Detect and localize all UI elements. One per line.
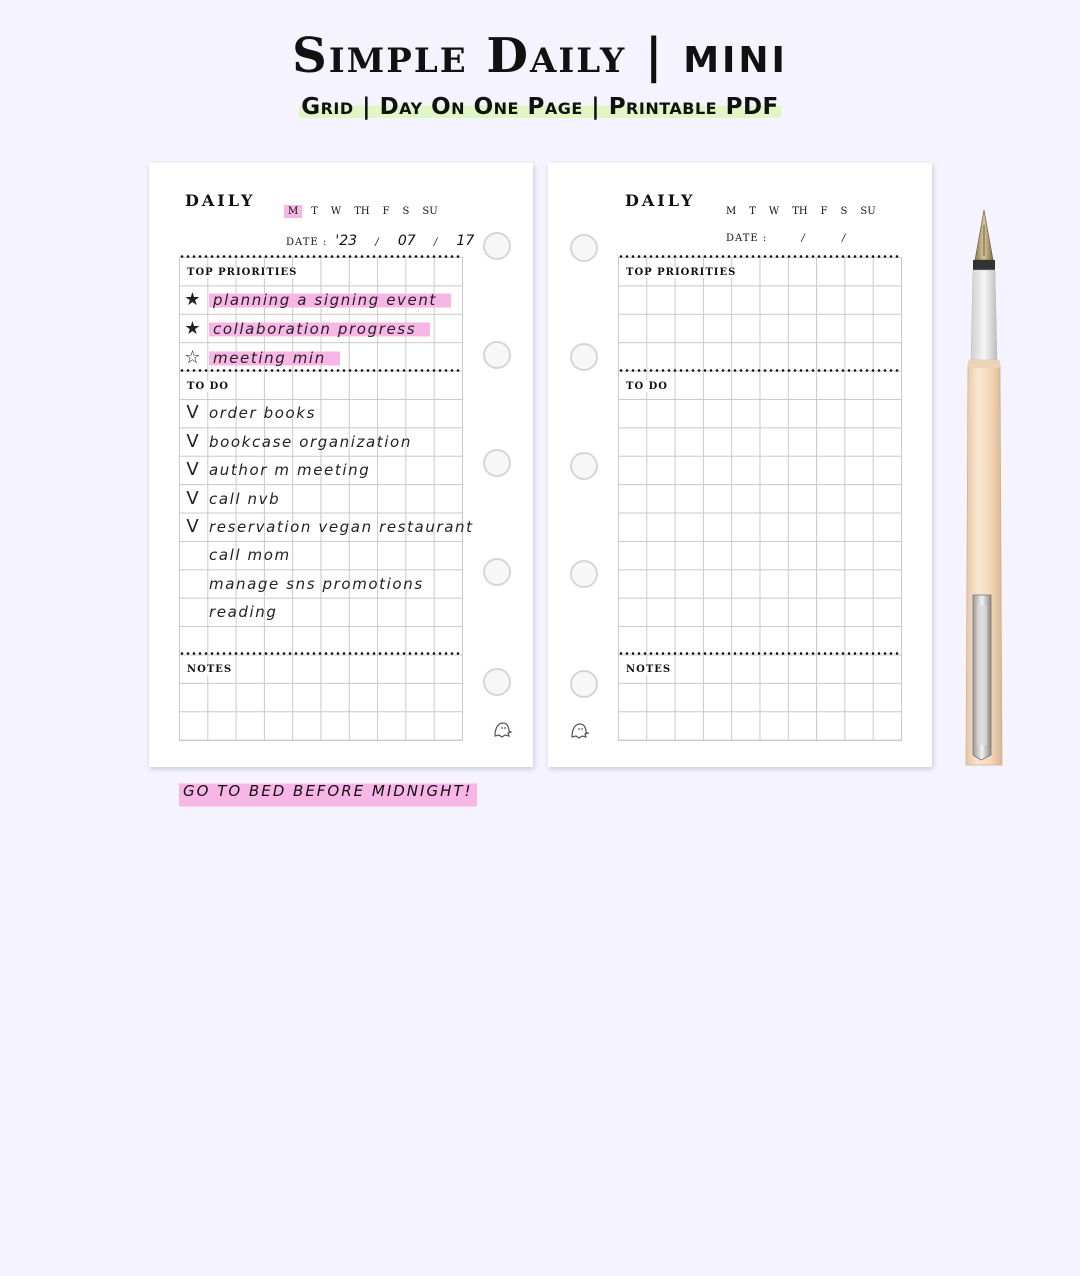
star-filled-icon: ★	[184, 318, 202, 339]
todo-row	[179, 598, 462, 626]
binder-hole	[570, 670, 598, 698]
title-suffix: MINI	[683, 40, 788, 81]
divider-dotted	[618, 369, 901, 372]
ghost-icon	[568, 719, 590, 741]
priority-text: meeting min	[209, 349, 340, 367]
todo-row	[179, 485, 462, 513]
weekday-row	[722, 205, 885, 218]
weekday-su: SU	[422, 206, 438, 217]
weekday-row	[284, 205, 447, 218]
date-day: 17	[456, 233, 475, 249]
subtitle-part-grid: Grid	[301, 94, 354, 120]
todo-label: TO DO	[187, 381, 230, 392]
subtitle-bar	[299, 94, 781, 120]
binder-hole	[570, 343, 598, 371]
weekday-f: F	[382, 206, 390, 217]
todo-row	[179, 570, 462, 598]
check-mark: V	[186, 516, 200, 537]
binder-hole	[483, 558, 511, 586]
title-main: Simple Daily	[292, 28, 627, 84]
priority-text: collaboration progress	[209, 320, 430, 338]
priority-row	[179, 286, 462, 314]
priority-row	[179, 315, 462, 343]
notes-label: NOTES	[187, 664, 233, 675]
weekday-th: TH	[792, 206, 808, 217]
todo-row	[179, 428, 462, 456]
priority-text: planning a signing event	[209, 291, 451, 309]
title-divider: |	[645, 28, 665, 84]
subtitle	[0, 94, 1080, 120]
todo-text: reservation vegan restaurant	[209, 518, 474, 536]
binder-hole	[483, 668, 511, 696]
date-sep: /	[375, 237, 380, 248]
date-month: 07	[397, 233, 416, 249]
weekday-s: S	[840, 206, 848, 217]
date-line	[286, 233, 478, 249]
todo-text: bookcase organization	[209, 433, 412, 451]
todo-text: call nvb	[209, 490, 281, 508]
star-outline-icon: ☆	[184, 347, 202, 368]
weekday-w: W	[768, 206, 780, 217]
weekday-s: S	[402, 206, 410, 217]
check-mark: V	[186, 402, 200, 423]
check-mark: V	[186, 431, 200, 452]
top-priorities-label: TOP PRIORITIES	[626, 267, 737, 278]
weekday-t: T	[311, 206, 318, 217]
notes-text: GO TO BED BEFORE MIDNIGHT!	[179, 779, 477, 808]
todo-row	[179, 399, 462, 427]
date-sep: /	[841, 233, 847, 244]
todo-text: author m meeting	[209, 461, 371, 479]
daily-heading: DAILY	[185, 191, 256, 210]
divider-dotted	[179, 652, 462, 655]
grid-area	[618, 257, 902, 741]
weekday-th: TH	[354, 206, 370, 217]
priority-row	[179, 344, 462, 372]
date-label: DATE :	[726, 233, 768, 244]
todo-text: manage sns promotions	[209, 575, 424, 593]
date-sep: /	[801, 233, 806, 244]
subtitle-part-format: Printable PDF	[608, 94, 779, 120]
check-mark: V	[186, 459, 200, 480]
planner-page-blank	[548, 163, 932, 767]
weekday-w: W	[330, 206, 342, 217]
page-title	[0, 28, 1080, 84]
date-year: '23	[335, 233, 358, 249]
weekday-m: M	[284, 205, 302, 218]
grid-area	[179, 257, 474, 800]
binder-hole	[483, 341, 511, 369]
binder-hole	[483, 232, 511, 260]
todo-row	[179, 541, 462, 569]
divider-dotted	[618, 652, 901, 655]
date-label: DATE :	[286, 237, 328, 248]
daily-heading: DAILY	[625, 191, 696, 210]
subtitle-divider: |	[591, 94, 601, 120]
divider-dotted	[179, 369, 462, 372]
binder-hole	[570, 234, 598, 262]
top-priorities-label: TOP PRIORITIES	[187, 267, 298, 278]
binder-hole	[570, 452, 598, 480]
todo-text: order books	[209, 404, 317, 422]
fountain-pen-icon	[955, 210, 1013, 770]
divider-dotted	[179, 255, 462, 258]
todo-label: TO DO	[626, 381, 669, 392]
planner-page-filled	[149, 163, 533, 800]
check-mark: V	[186, 488, 200, 509]
divider-dotted	[618, 255, 901, 258]
subtitle-part-layout: Day On One Page	[379, 94, 583, 120]
weekday-su: SU	[860, 206, 876, 217]
notes-label: NOTES	[626, 664, 672, 675]
weekday-f: F	[820, 206, 828, 217]
binder-hole	[570, 560, 598, 588]
date-sep: /	[433, 237, 439, 248]
star-filled-icon: ★	[184, 289, 202, 310]
weekday-m: M	[726, 206, 737, 217]
binder-hole	[483, 449, 511, 477]
todo-text: call mom	[209, 546, 291, 564]
todo-text: reading	[209, 603, 278, 621]
date-line	[726, 233, 856, 244]
todo-row	[179, 456, 462, 484]
weekday-t: T	[749, 206, 756, 217]
todo-row	[179, 513, 474, 541]
subtitle-divider: |	[362, 94, 372, 120]
ghost-icon	[491, 718, 513, 740]
